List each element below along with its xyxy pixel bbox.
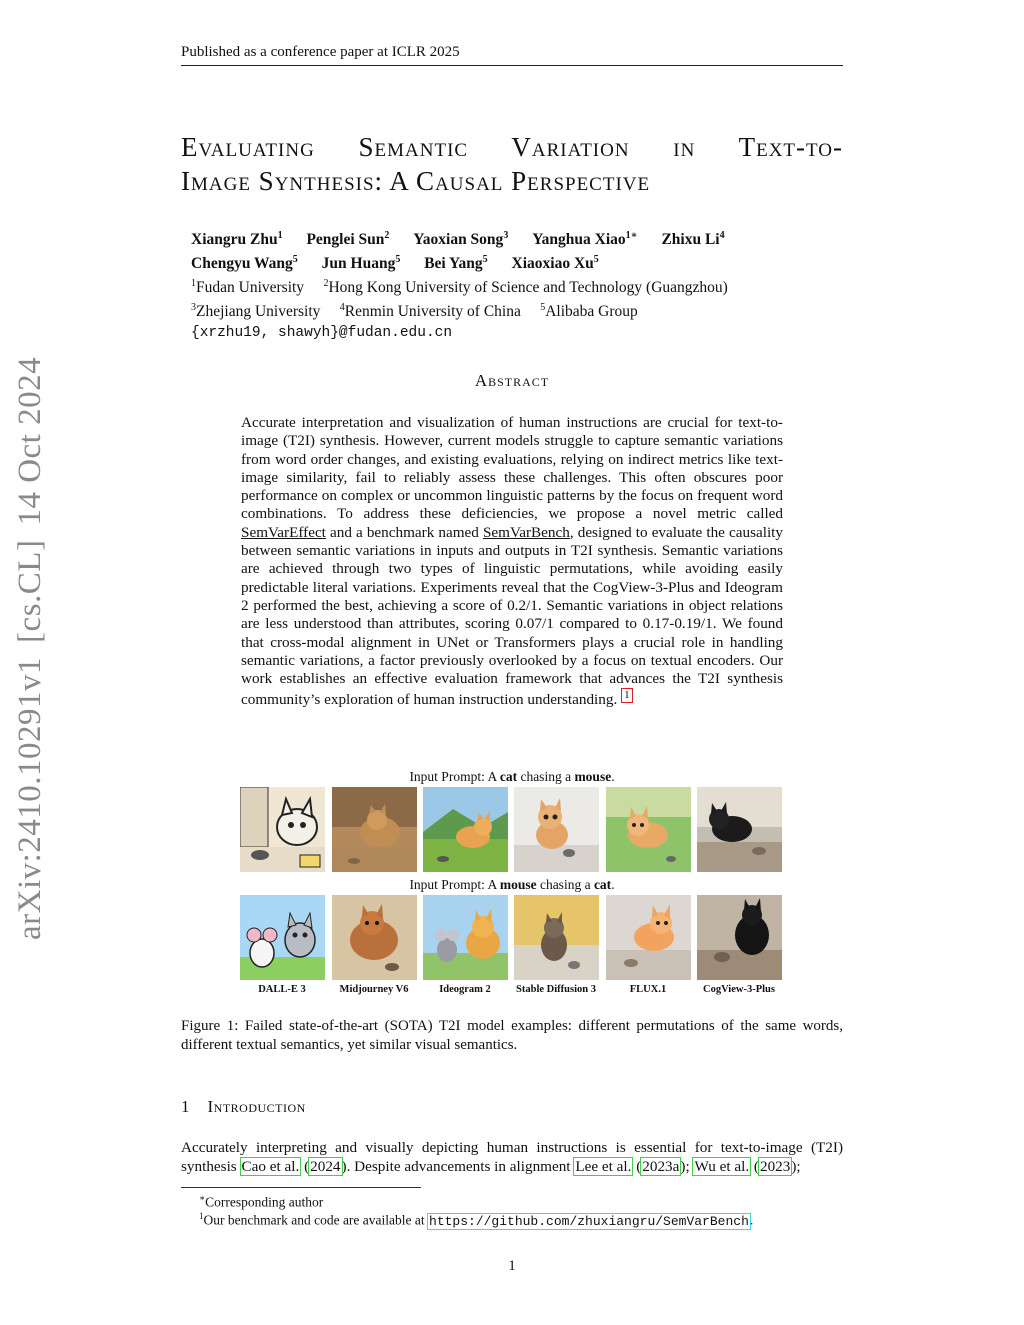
img-midjourney-mouse-cat xyxy=(332,895,417,980)
prompt-1: Input Prompt: A cat chasing a mouse. xyxy=(409,769,615,784)
img-cogview-mouse-cat xyxy=(697,895,782,980)
author-name: Chengyu Wang xyxy=(191,255,293,273)
footnote-1: ∗Corresponding author xyxy=(199,1193,324,1210)
footnote-rule xyxy=(181,1187,421,1188)
model-label: DALL-E 3 xyxy=(258,984,306,995)
title-line-1: Evaluating Semantic Variation in Text-to- xyxy=(181,132,843,162)
model-label: CogView-3-Plus xyxy=(703,984,775,995)
img-cogview-cat-mouse xyxy=(697,787,782,872)
author-email[interactable]: {xrzhu19, shawyh}@fudan.edu.cn xyxy=(191,324,453,341)
model-label: FLUX.1 xyxy=(629,984,667,995)
abstract-heading: Abstract xyxy=(474,371,550,390)
affiliation-row-1: $^1$Fudan University $^2$Hong Kong University of Science and Technology (Guangzhou) xyxy=(191,278,728,297)
affiliation-row-2: $^3$Zhejiang University $^4$Renmin University of China $^5$Alibaba Group xyxy=(191,302,638,321)
author-name: Yaoxian Song xyxy=(413,231,504,249)
arxiv-date: 14 Oct 2024 xyxy=(12,356,48,526)
author-name: Bei Yang xyxy=(424,255,483,273)
figure-caption: Figure 1: Failed state-of-the-art (SOTA) T2I model examples: different permutations of the same words, different textual semantics, yet similar visual semantics. xyxy=(181,1018,843,1053)
author-sup: 3 xyxy=(503,230,509,241)
author-sup: 5 xyxy=(482,254,488,266)
author-name: Jun Huang xyxy=(321,255,396,273)
author-name: Xiaoxiao Xu xyxy=(511,255,594,273)
header-rule xyxy=(181,65,843,66)
citation-link[interactable]: 2023a xyxy=(642,1158,680,1175)
author-sup: 1 xyxy=(277,230,283,241)
running-header: Published as a conference paper at ICLR 2025 xyxy=(181,44,460,60)
section-heading: 1 Introduction xyxy=(181,1097,306,1116)
img-ideogram-cat-mouse xyxy=(423,787,508,872)
metric-link[interactable]: SemVarEffect xyxy=(241,523,326,541)
img-sd3-mouse-cat xyxy=(514,895,599,980)
img-dalle-mouse-cat xyxy=(240,895,325,980)
citation-link[interactable]: 2023 xyxy=(759,1158,791,1175)
github-link[interactable]: https://github.com/zhuxiangru/SemVarBench xyxy=(429,1213,749,1229)
author-sup: 1∗ xyxy=(625,230,638,241)
citation-link[interactable]: Lee et al. xyxy=(575,1158,632,1175)
author-sup: 4 xyxy=(719,230,725,241)
img-flux-cat-mouse xyxy=(606,787,691,872)
citation-link[interactable]: Wu et al. xyxy=(694,1158,750,1175)
arxiv-stamp xyxy=(12,340,62,940)
author-sup: 5 xyxy=(593,254,599,266)
author-name: Xiangru Zhu xyxy=(191,231,278,249)
citation-link[interactable]: Cao et al. xyxy=(241,1158,300,1175)
paper-title xyxy=(181,130,843,198)
citation-link[interactable]: 2024 xyxy=(310,1158,341,1175)
author-sup: 5 xyxy=(292,254,298,266)
author-block xyxy=(191,226,728,343)
affiliation: Hong Kong University of Science and Technology (Guangzhou) xyxy=(328,279,728,297)
model-label: Stable Diffusion 3 xyxy=(516,984,596,995)
abstract-text: Accurate interpretation and visualization of human instructions are crucial for text-to-image (T2I) synthesis. However, current models struggle to capture semantic variations from word order changes, and existing evaluations, relying on indirect metrics like text-image similarity, fail to reliably assess these challenges. This often obscures poor performance on complex or uncommon linguistic patterns by the focus on frequent word combinations. To address these deficiencies, we propose a novel metric called SemVarEffect and a benchmark named SemVarBench, designed to evaluate the causality between semantic variations in inputs and outputs in T2I synthesis. Semantic variations are achieved through two types of linguistic permutations, while avoiding easily predictable literal variations. Experiments reveal that the CogView-3-Plus and Ideogram 2 performed the best, achieving a score of 0.2/1. Semantic variations in object relations are less understood than attributes, scoring 0.07/1 compared to 0.17-0.19/1. We found that cross-modal alignment in UNet or Transformers plays a crucial role in handling semantic variations, a factor previously overlooked by a focus on textual encoders. Our work establishes an effective evaluation framework that advances the T2I synthesis community’s exploration of human instruction understanding. 1 xyxy=(241,414,783,709)
affiliation: Zhejiang University xyxy=(196,303,321,321)
author-name: Yanghua Xiao xyxy=(532,231,626,249)
affiliation: Alibaba Group xyxy=(545,303,638,321)
footnote-ref-1[interactable]: 1 xyxy=(621,688,633,703)
img-dalle-cat-mouse xyxy=(240,787,325,872)
author-name: Zhixu Li xyxy=(661,231,720,249)
author-name: Penglei Sun xyxy=(306,231,385,249)
title-line-2: Image Synthesis: A Causal Perspective xyxy=(181,166,651,196)
model-label: Midjourney V6 xyxy=(339,984,409,995)
author-row-1 xyxy=(191,226,728,250)
prompt-2: Input Prompt: A mouse chasing a cat. xyxy=(409,877,615,892)
intro-paragraph: Accurately interpreting and visually depicting human instructions is essential for text-to-image (T2I) synthesis Cao et al. (2024). Despite advancements in alignment Lee et al. (2023a); Wu et al. (2023); xyxy=(181,1139,843,1175)
author-row-2 xyxy=(191,250,728,274)
affiliation: Fudan University xyxy=(196,279,305,297)
page-number: 1 xyxy=(508,1258,516,1274)
affiliation: Renmin University of China xyxy=(344,303,521,321)
footnote-2: $^1$Our benchmark and code are available at https://github.com/zhuxiangru/SemVarBench. xyxy=(199,1211,754,1229)
model-label: Ideogram 2 xyxy=(439,984,491,995)
img-flux-mouse-cat xyxy=(606,895,691,980)
img-sd3-cat-mouse xyxy=(514,787,599,872)
benchmark-link[interactable]: SemVarBench xyxy=(482,523,570,541)
author-sup: 2 xyxy=(384,230,390,241)
author-sup: 5 xyxy=(395,254,401,266)
arxiv-id: arXiv:2410.10291v1 xyxy=(12,656,48,940)
arxiv-category: [cs.CL] xyxy=(12,539,48,643)
img-midjourney-cat-mouse xyxy=(332,787,417,872)
img-ideogram-mouse-cat xyxy=(423,895,508,980)
